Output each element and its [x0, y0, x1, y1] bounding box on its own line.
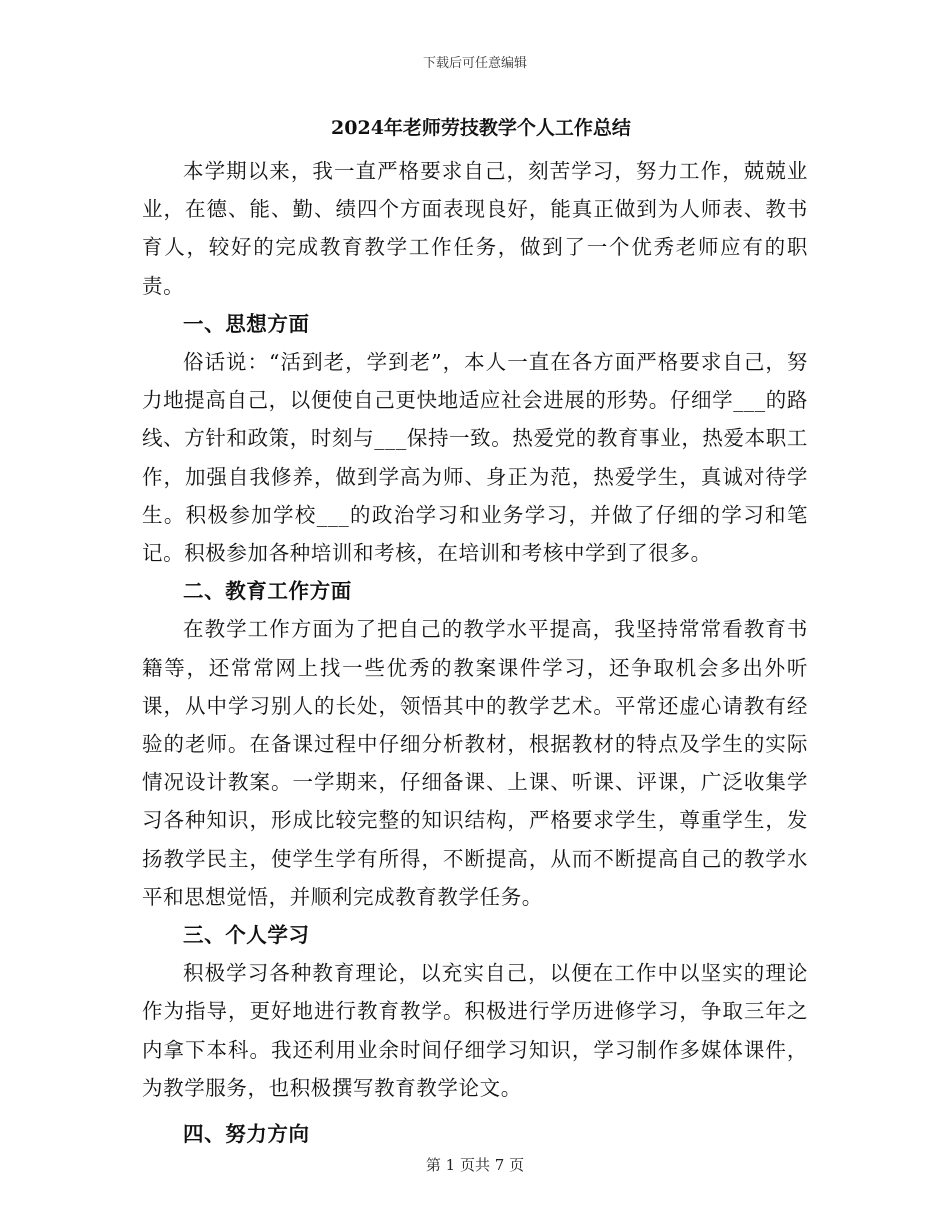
intro-paragraph: 本学期以来，我一直严格要求自己，刻苦学习，努力工作，兢兢业业，在德、能、勤、绩四个方面表现良好，能真正做到为人师表、教书育人，较好的完成教育教学工作任务，做到了一个优秀老师应有的职责。: [142, 159, 808, 298]
document-body: [142, 112, 808, 1153]
section-body-personal-study: 积极学习各种教育理论，以充实自己，以便在工作中以坚实的理论作为指导，更好地进行教育教学。积极进行学历进修学习，争取三年之内拿下本科。我还利用业余时间仔细学习知识，学习制作多媒体课件，为教学服务，也积极撰写教育教学论文。: [142, 961, 808, 1100]
section-body-thought: 俗话说：“活到老，学到老”，本人一直在各方面严格要求自己，努力地提高自己，以便使自己更快地适应社会进展的形势。仔细学___的路线、方针和政策，时刻与___保持一致。热爱党的教育事业，热爱本职工作，加强自我修养，做到学高为师、身正为范，热爱学生，真诚对待学生。积极参加学校___的政治学习和业务学习，并做了仔细的学习和笔记。积极参加各种培训和考核，在培训和考核中学到了很多。: [142, 350, 808, 566]
document-title: 2024年老师劳技教学个人工作总结: [331, 117, 631, 139]
section-heading-thought: 一、思想方面: [183, 311, 310, 336]
page-header-note: 下载后可任意编辑: [422, 56, 527, 71]
section-heading-personal-study: 三、个人学习: [183, 923, 310, 948]
section-body-education-work: 在教学工作方面为了把自己的教学水平提高，我坚持常常看教育书籍等，还常常网上找一些优秀的教案课件学习，还争取机会多出外听课，从中学习别人的长处，领悟其中的教学艺术。平常还虚心请教有经验的老师。在备课过程中仔细分析教材，根据教材的特点及学生的实际情况设计教案。一学期来，仔细备课、上课、听课、评课，广泛收集学习各种知识，形成比较完整的知识结构，严格要求学生，尊重学生，发扬教学民主，使学生学有所得，不断提高，从而不断提高自己的教学水平和思想觉悟，并顺利完成教育教学任务。: [142, 617, 808, 909]
section-heading-education-work: 二、教育工作方面: [183, 579, 352, 604]
page-number: 第 1 页共 7 页: [425, 1156, 525, 1174]
section-heading-direction: 四、努力方向: [183, 1122, 310, 1147]
